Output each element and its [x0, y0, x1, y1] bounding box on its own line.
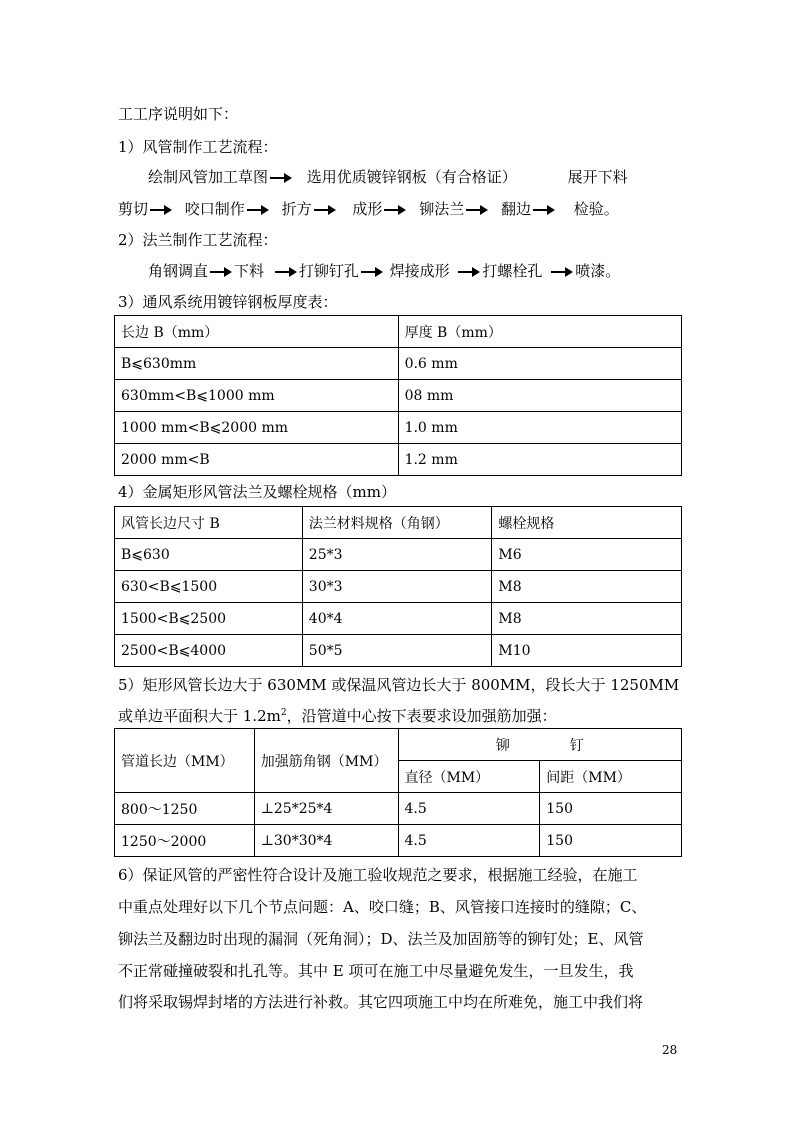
- table-cell: 30*3: [302, 571, 492, 603]
- section6-line: 不正常碰撞破裂和扎孔等。其中 E 项可在施工中尽量避免发生，一旦发生，我: [118, 962, 634, 980]
- table-cell: 800～1250: [115, 793, 255, 825]
- s2-step: 打铆钉孔: [298, 262, 359, 280]
- table-cell: 2000 mm<B: [115, 444, 399, 476]
- s1-step: 展开下料: [567, 168, 628, 186]
- s2-step: 焊接成形: [389, 262, 450, 280]
- table-cell: 150: [540, 793, 682, 825]
- section6-line: 们将采取锡焊封堵的方法进行补救。其它四项施工中均在所难免，施工中我们将: [118, 993, 644, 1011]
- arrow-right-icon: [458, 267, 480, 277]
- table-header-row: [115, 507, 682, 539]
- table-cell: ⊥30*30*4: [254, 825, 398, 857]
- s1-step: 检验。: [573, 200, 619, 218]
- table-cell: M6: [492, 539, 682, 571]
- table-cell: M8: [492, 603, 682, 635]
- table-cell: M8: [492, 571, 682, 603]
- table-cell: 0.6 mm: [398, 348, 681, 380]
- s1-flow-line1: [148, 166, 628, 187]
- s1-step: 选用优质镀锌钢板（有合格证）: [306, 168, 517, 186]
- section6-line: 6）保证风管的严密性符合设计及施工验收规范之要求，根据施工经验，在施工: [118, 866, 638, 884]
- table-cell: B⩽630mm: [115, 348, 399, 380]
- reinforcement-table: [114, 728, 682, 857]
- table-cell: 1.0 mm: [398, 412, 681, 444]
- s2-step: 下料: [234, 262, 265, 280]
- arrow-right-icon: [551, 267, 573, 277]
- intro-text: 工工序说明如下：: [118, 105, 239, 123]
- table-header-cell: 法兰材料规格（角钢）: [302, 507, 492, 539]
- s2-step: 角钢调直: [148, 262, 209, 280]
- table-header-cell: 管道长边（MM）: [115, 729, 255, 793]
- table-cell: 4.5: [398, 793, 540, 825]
- table-row: [115, 603, 682, 635]
- arrow-right-icon: [150, 205, 172, 215]
- table-row: [115, 539, 682, 571]
- table-row: [115, 348, 682, 380]
- section3-heading: 3）通风系统用镀锌钢板厚度表：: [118, 293, 338, 311]
- arrow-right-icon: [270, 173, 292, 183]
- table-header-cell: 厚度 B（mm）: [398, 316, 681, 348]
- table-header-cell: 间距（MM）: [540, 761, 682, 793]
- table-header-cell: 加强筋角钢（MM）: [254, 729, 398, 793]
- table-cell: 1500<B⩽2500: [115, 603, 303, 635]
- s1-step: 成形: [352, 200, 383, 218]
- section5-line1: 5）矩形风管长边大于 630MM 或保温风管边长大于 800MM，段长大于 1250MM: [118, 676, 680, 694]
- section6-line: 铆法兰及翻边时出现的漏洞（死角洞）；D、法兰及加固筋等的铆钉处；E、风管: [118, 930, 644, 948]
- table-cell: 4.5: [398, 825, 540, 857]
- table-cell: 630<B⩽1500: [115, 571, 303, 603]
- arrow-right-icon: [210, 267, 232, 277]
- arrow-right-icon: [466, 205, 488, 215]
- table-cell: 2500<B⩽4000: [115, 635, 303, 667]
- arrow-right-icon: [384, 205, 406, 215]
- table-cell: 1.2 mm: [398, 444, 681, 476]
- table-cell: ⊥25*25*4: [254, 793, 398, 825]
- section2-heading: 2）法兰制作工艺流程：: [118, 231, 278, 249]
- table-header-row: [115, 316, 682, 348]
- s5-text: 或单边平面积大于 1.2m: [118, 707, 281, 725]
- page-number: 28: [662, 1043, 678, 1057]
- s1-step: 翻边: [500, 200, 531, 218]
- table-header-cell: 风管长边尺寸 B: [115, 507, 303, 539]
- table-row: [115, 793, 682, 825]
- s1-flow-line2: [118, 198, 619, 219]
- s1-step: 铆法兰: [419, 200, 465, 218]
- superscript: 2: [280, 708, 287, 718]
- section6-line: 中重点处理好以下几个节点问题：A、咬口缝；B、风管接口连接时的缝隙；C、: [118, 898, 647, 916]
- table-row: [115, 635, 682, 667]
- group-header-char: 铆: [495, 737, 510, 754]
- table-cell: 25*3: [302, 539, 492, 571]
- arrow-right-icon: [533, 205, 555, 215]
- table-cell: 08 mm: [398, 380, 681, 412]
- table-cell: 50*5: [302, 635, 492, 667]
- table-header-cell: 直径（MM）: [398, 761, 540, 793]
- table-cell: 40*4: [302, 603, 492, 635]
- s2-flow: [148, 260, 620, 281]
- section5-line2: [118, 705, 557, 726]
- steel-thickness-table: [114, 315, 682, 476]
- table-row: [115, 380, 682, 412]
- flange-bolt-table: [114, 506, 682, 667]
- table-row: [115, 571, 682, 603]
- arrow-right-icon: [314, 205, 336, 215]
- s1-step: 绘制风管加工草图: [148, 168, 269, 186]
- s5-text: ，沿管道中心按下表要求设加强筋加强：: [286, 707, 557, 725]
- arrow-right-icon: [275, 267, 297, 277]
- s2-step: 喷漆。: [575, 262, 621, 280]
- table-header-row: [115, 729, 682, 761]
- arrow-right-icon: [247, 205, 269, 215]
- table-row: [115, 444, 682, 476]
- s1-step: 折方: [281, 200, 312, 218]
- section4-heading: 4）金属矩形风管法兰及螺栓规格（mm）: [118, 483, 396, 501]
- table-header-cell: 长边 B（mm）: [115, 316, 399, 348]
- table-cell: 630mm<B⩽1000 mm: [115, 380, 399, 412]
- arrow-right-icon: [361, 267, 383, 277]
- s1-step: 咬口制作: [184, 200, 245, 218]
- table-row: [115, 825, 682, 857]
- table-cell: 1000 mm<B⩽2000 mm: [115, 412, 399, 444]
- table-cell: B⩽630: [115, 539, 303, 571]
- table-group-header: [398, 729, 681, 761]
- s1-step: 剪切: [118, 200, 149, 218]
- table-cell: 150: [540, 825, 682, 857]
- table-row: [115, 412, 682, 444]
- group-header-char: 钉: [569, 737, 584, 754]
- section1-heading: 1）风管制作工艺流程：: [118, 138, 278, 156]
- table-cell: 1250～2000: [115, 825, 255, 857]
- s2-step: 打螺栓孔: [482, 262, 543, 280]
- table-cell: M10: [492, 635, 682, 667]
- table-header-cell: 螺栓规格: [492, 507, 682, 539]
